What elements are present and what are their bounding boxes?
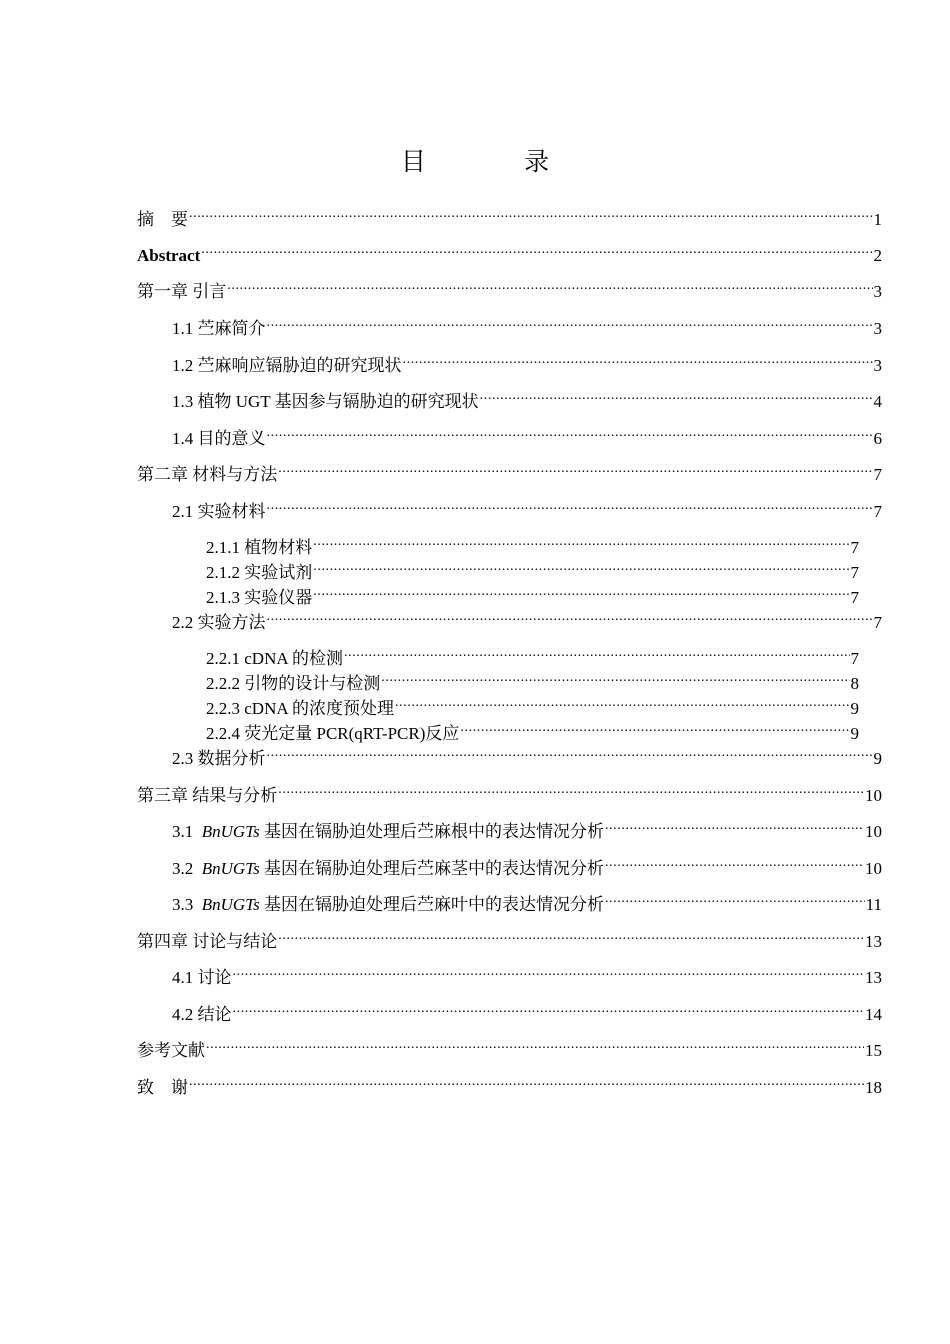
toc-page-number: 4 — [873, 392, 882, 411]
toc-entry-chapter-2[interactable] — [137, 458, 882, 486]
toc-page-number: 10 — [865, 859, 882, 878]
toc-page-number: 11 — [865, 895, 882, 914]
dot-leader — [605, 852, 864, 874]
gene-name: BnUGTs — [201, 822, 260, 841]
toc-entry-text: 基因在镉胁迫处理后苎麻根中的表达情况分析 — [263, 822, 604, 841]
toc-entry-text: 基因在镉胁迫处理后苎麻叶中的表达情况分析 — [263, 895, 604, 914]
toc-page-number: 3 — [873, 282, 882, 301]
toc-entry-2-1[interactable] — [172, 495, 882, 523]
toc-entry-label: 1.2 苎麻响应镉胁迫的研究现状 — [172, 356, 402, 375]
dot-leader — [313, 581, 849, 603]
toc-entry-label: 2.2 实验方法 — [172, 613, 266, 632]
toc-page-number: 1 — [873, 210, 882, 229]
toc-entry-label: 第二章 材料与方法 — [137, 465, 278, 484]
dot-leader — [344, 642, 850, 664]
toc-entry-2-2[interactable] — [172, 606, 882, 634]
toc-entry-label: 2.1.1 植物材料 — [206, 538, 313, 557]
dot-leader — [395, 692, 850, 714]
toc-page-number: 7 — [850, 588, 859, 607]
dot-leader — [267, 742, 873, 764]
dot-leader — [605, 815, 864, 837]
toc-page-number: 7 — [873, 465, 882, 484]
dot-leader — [267, 312, 873, 334]
toc-entry-number: 3.3 — [172, 895, 194, 914]
dot-leader — [403, 349, 873, 371]
dot-leader — [278, 779, 864, 801]
toc-entry-label: 4.2 结论 — [172, 1005, 232, 1024]
toc-title: 目 录 — [400, 149, 596, 176]
toc-page-number: 7 — [850, 538, 859, 557]
toc-entry-label: 2.1 实验材料 — [172, 502, 266, 521]
toc-page-number: 8 — [850, 674, 859, 693]
dot-leader — [278, 458, 872, 480]
dot-leader — [480, 385, 873, 407]
toc-page-number: 3 — [873, 319, 882, 338]
toc-entry-1-1[interactable] — [172, 312, 882, 340]
toc-entry-2-2-3[interactable] — [206, 692, 859, 720]
toc-entry-3-2[interactable] — [172, 852, 882, 880]
toc-entry-3-3[interactable] — [172, 888, 882, 916]
dot-leader — [227, 275, 872, 297]
toc-entry-label: 参考文献 — [137, 1041, 205, 1060]
toc-entry-label: 1.1 苎麻简介 — [172, 319, 266, 338]
toc-entry-label: 2.3 数据分析 — [172, 749, 266, 768]
toc-page-number: 9 — [850, 724, 859, 743]
toc-entry-label — [172, 894, 604, 916]
dot-leader — [313, 531, 849, 553]
toc-entry-2-3[interactable] — [172, 742, 882, 770]
dot-leader — [189, 1071, 864, 1093]
dot-leader — [267, 495, 873, 517]
dot-leader — [233, 961, 865, 983]
toc-page-number: 9 — [873, 749, 882, 768]
toc-entry-label: 1.3 植物 UGT 基因参与镉胁迫的研究现状 — [172, 392, 479, 411]
toc-entry-2-2-2[interactable] — [206, 667, 859, 695]
gene-name: BnUGTs — [201, 859, 260, 878]
toc-page-number: 13 — [865, 932, 882, 951]
toc-entry-chapter-3[interactable] — [137, 779, 882, 807]
toc-entry-4-2[interactable] — [172, 998, 882, 1026]
toc-page-number: 10 — [865, 822, 882, 841]
toc-entry-label: 4.1 讨论 — [172, 968, 232, 987]
dot-leader — [189, 203, 873, 225]
toc-entry-label — [172, 858, 604, 880]
toc-entry-abstract-cn[interactable] — [137, 203, 882, 231]
toc-entry-label: 2.2.3 cDNA 的浓度预处理 — [206, 699, 394, 718]
dot-leader — [278, 925, 864, 947]
toc-page-number: 9 — [850, 699, 859, 718]
dot-leader — [381, 667, 849, 689]
toc-page-number: 2 — [873, 246, 882, 265]
toc-page-number: 7 — [850, 563, 859, 582]
toc-entry-2-2-4[interactable] — [206, 717, 859, 745]
toc-page-number: 13 — [865, 968, 882, 987]
toc-entry-label: 2.2.1 cDNA 的检测 — [206, 649, 343, 668]
dot-leader — [233, 998, 865, 1020]
toc-page-number: 3 — [873, 356, 882, 375]
toc-entry-3-1[interactable] — [172, 815, 882, 843]
toc-page-number: 6 — [873, 429, 882, 448]
toc-page-number: 10 — [865, 786, 882, 805]
toc-page-number: 14 — [865, 1005, 882, 1024]
toc-page-number: 15 — [865, 1041, 882, 1060]
toc-page-number: 18 — [865, 1078, 882, 1097]
toc-page-number: 7 — [873, 613, 882, 632]
toc-entry-chapter-1[interactable] — [137, 275, 882, 303]
toc-entry-label: Abstract — [137, 246, 201, 265]
toc-entry-text: 基因在镉胁迫处理后苎麻茎中的表达情况分析 — [263, 859, 604, 878]
dot-leader — [206, 1034, 864, 1056]
toc-entry-label: 第一章 引言 — [137, 282, 227, 301]
toc-entry-references[interactable] — [137, 1034, 882, 1062]
toc-entry-label: 第四章 讨论与结论 — [137, 932, 278, 951]
dot-leader — [267, 606, 873, 628]
dot-leader — [267, 422, 873, 444]
toc-entry-label: 2.1.2 实验试剂 — [206, 563, 313, 582]
dot-leader — [460, 717, 849, 739]
dot-leader — [201, 239, 872, 261]
toc-entry-2-1-3[interactable] — [206, 581, 859, 609]
toc-entry-abstract-en[interactable] — [137, 239, 882, 267]
toc-entry-2-1-2[interactable] — [206, 556, 859, 584]
toc-entry-1-3[interactable] — [172, 385, 882, 413]
toc-page-number: 7 — [873, 502, 882, 521]
toc-entry-1-4[interactable] — [172, 422, 882, 450]
dot-leader — [605, 888, 865, 910]
toc-entry-label: 第三章 结果与分析 — [137, 786, 278, 805]
toc-entry-2-1-1[interactable] — [206, 531, 859, 559]
toc-entry-4-1[interactable] — [172, 961, 882, 989]
toc-entry-label: 1.4 目的意义 — [172, 429, 266, 448]
toc-entry-2-2-1[interactable] — [206, 642, 859, 670]
toc-entry-number: 3.2 — [172, 859, 194, 878]
dot-leader — [313, 556, 849, 578]
toc-entry-label: 致 谢 — [137, 1078, 188, 1097]
toc-entry-label: 2.1.3 实验仪器 — [206, 588, 313, 607]
toc-entry-chapter-4[interactable] — [137, 925, 882, 953]
toc-entry-number: 3.1 — [172, 822, 194, 841]
toc-entry-label: 摘 要 — [137, 210, 188, 229]
toc-entry-1-2[interactable] — [172, 349, 882, 377]
gene-name: BnUGTs — [201, 895, 260, 914]
toc-entry-label: 2.2.2 引物的设计与检测 — [206, 674, 381, 693]
toc-entry-label — [172, 821, 604, 843]
toc-entry-label: 2.2.4 荧光定量 PCR(qRT-PCR)反应 — [206, 724, 460, 743]
toc-entry-acknowledgements[interactable] — [137, 1071, 882, 1099]
toc-page-number: 7 — [850, 649, 859, 668]
